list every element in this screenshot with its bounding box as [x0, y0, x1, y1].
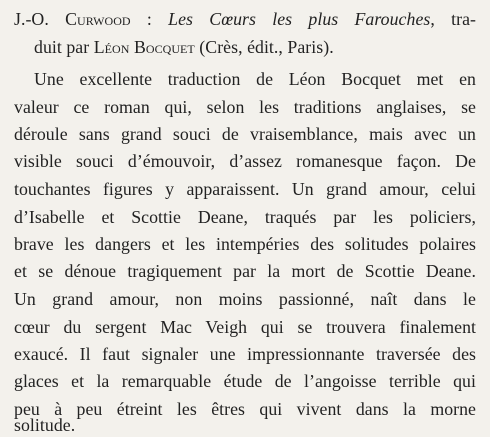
body-line-13: peu à peu étreint les êtres qui vivent dans la morne — [14, 399, 476, 419]
body-line-7: brave les dangers et les intempéries des solitudes polaires — [14, 234, 476, 254]
review-header-line-2 — [34, 36, 334, 58]
book-title: Les Cœurs les plus Farouches — [168, 9, 431, 29]
body-line-3: déroule sans grand souci de vraisemblance, mais avec un — [14, 124, 476, 144]
body-line-12: glaces et la remarquable étude de l’angoisse terrible qui — [14, 371, 476, 391]
body-line-11: exaucé. Il faut signaler une impressionnante traversée des — [14, 344, 476, 364]
header-line-1-rest: , tra- — [430, 9, 476, 29]
body-line-9: Un grand amour, non moins passionné, naît dans le — [14, 289, 476, 309]
body-line-14: solitude. — [14, 415, 76, 435]
body-line-1: Une excellente traduction de Léon Bocquet met en — [34, 69, 476, 89]
translator-name: Léon Bocquet — [93, 37, 195, 57]
body-line-2: valeur ce roman qui, selon les traditions anglaises, se — [14, 97, 476, 117]
publisher-info: (Crès, édit., Paris). — [194, 37, 334, 57]
header-line-2-prefix: duit par — [34, 37, 94, 57]
body-line-10: cœur du sergent Mac Veigh qui se trouvera finalement — [14, 317, 476, 337]
author-name: J.-O. Curwood — [14, 9, 131, 29]
body-line-8: et se dénoue tragiquement par la mort de Scottie Deane. — [14, 261, 476, 281]
review-header-line-1 — [14, 8, 476, 30]
body-line-4: visible souci d’émouvoir, d’assez romanesque façon. De — [14, 151, 476, 171]
header-separator: : — [130, 9, 169, 29]
body-line-5: touchantes figures y apparaissent. Un grand amour, celui — [14, 179, 476, 199]
body-line-6: d’Isabelle et Scottie Deane, traqués par les policiers, — [14, 207, 476, 227]
